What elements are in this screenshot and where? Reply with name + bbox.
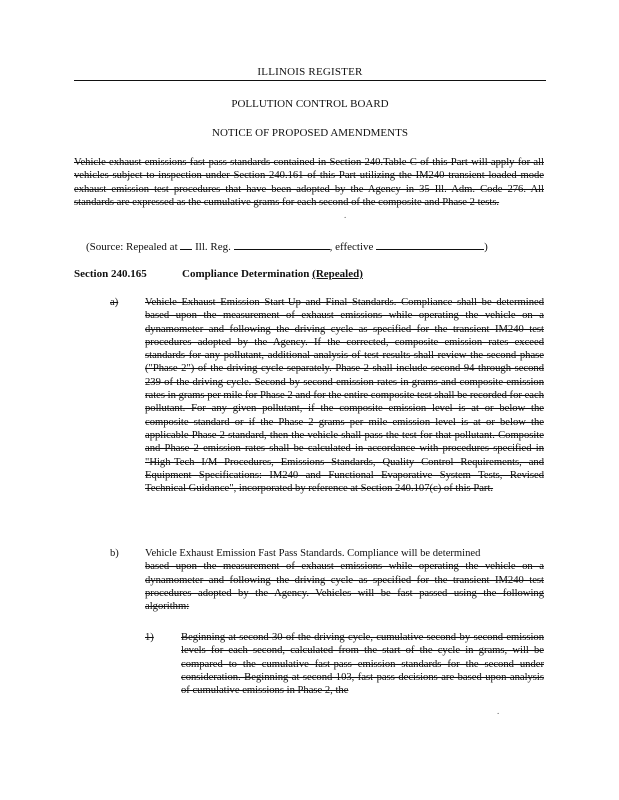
item-b-text: based upon the measurement of exhaust emissions while operating the vehicle on a dynamometer and following the driving cycle as specified for the transient IM240 test procedures adopted by the Agency. Vehicles will be fast passed using the following algorithm: <box>145 561 544 613</box>
source-suffix: ) <box>484 241 488 253</box>
item-a-text: Vehicle Exhaust Emission Start-Up and Final Standards. Compliance shall be determined based upon the measurement of exhaust emissions while operating the vehicle on a dynamometer and following the driving cycle as specified for the transient IM240 test procedures adopted by the Agency. If the corrected, composite emission rates exceed standards for any pollutant, additional analysis of test results shall review the second phase ("Phase 2") of the driving cycle separately. Phase 2 shall include second 94 through second 239 of the driving cycle. Second-by-second emission rates in grams and composite emission rates in grams per mile for Phase 2 and for the entire composite test shall be recorded for each pollutant. For any given pollutant, if the composite emission level is at or below the composite standard or if the Phase 2 grams per mile emission level is at or below the applicable Phase 2 standard, then the vehicle shall pass the test for that pollutant. Composite and Phase 2 emission rates shall be calculated in accordance with procedures specified in "High-Tech I/M Procedures, Emissions Standards, Quality Control Requirements, and Equipment Specifications: IM240 and Functional Evaporative System Tests, Revised Technical Guidance", incorporated by reference at Section 240.107(c) of this Part. <box>145 297 544 495</box>
section-status: (Repealed) <box>312 268 363 280</box>
notice-title: NOTICE OF PROPOSED AMENDMENTS <box>212 127 408 139</box>
scan-speck: . <box>497 706 500 716</box>
date-blank <box>376 239 484 250</box>
section-title: Compliance Determination <box>182 268 310 280</box>
source-prefix: (Source: Repealed at <box>86 241 178 253</box>
item-a-label: a) <box>110 297 119 308</box>
scan-speck: . <box>344 210 347 220</box>
source-reg: Ill. Reg. <box>195 241 231 253</box>
item-b-lead: Vehicle Exhaust Emission Fast Pass Standards. Compliance will be determined <box>145 548 481 559</box>
volume-blank <box>180 239 192 250</box>
item-1-label: 1) <box>145 632 154 643</box>
intro-paragraph: Vehicle exhaust emissions fast-pass standards contained in Section 240.Table C of this Part will apply for all vehicles subject to inspection under Section 240.161 of this Part utilizing the IM240 transient loaded mode exhaust emission test procedures that have been adopted by the Agency in 35 Ill. Adm. Code 276. All standards are expressed as the cumulative grams for each second of the composite and Phase 2 tests. <box>74 157 544 208</box>
item-b-label: b) <box>110 548 119 559</box>
register-title: ILLINOIS REGISTER <box>74 66 546 81</box>
source-line <box>86 239 488 254</box>
section-heading <box>182 268 363 281</box>
page-blank <box>234 239 330 250</box>
section-number: Section 240.165 <box>74 268 147 280</box>
source-effective: , effective <box>329 241 374 253</box>
board-title: POLLUTION CONTROL BOARD <box>231 98 389 110</box>
item-1-text: Beginning at second 30 of the driving cycle, cumulative second-by-second emission levels for each second, calculated from the start of the cycle in grams, will be compared to the cumulative fast-pass emission standards for the second under consideration. Beginning at second 103, fast-pass decisions are based upon analysis of cumulative emissions in Phase 2, the <box>181 632 544 697</box>
